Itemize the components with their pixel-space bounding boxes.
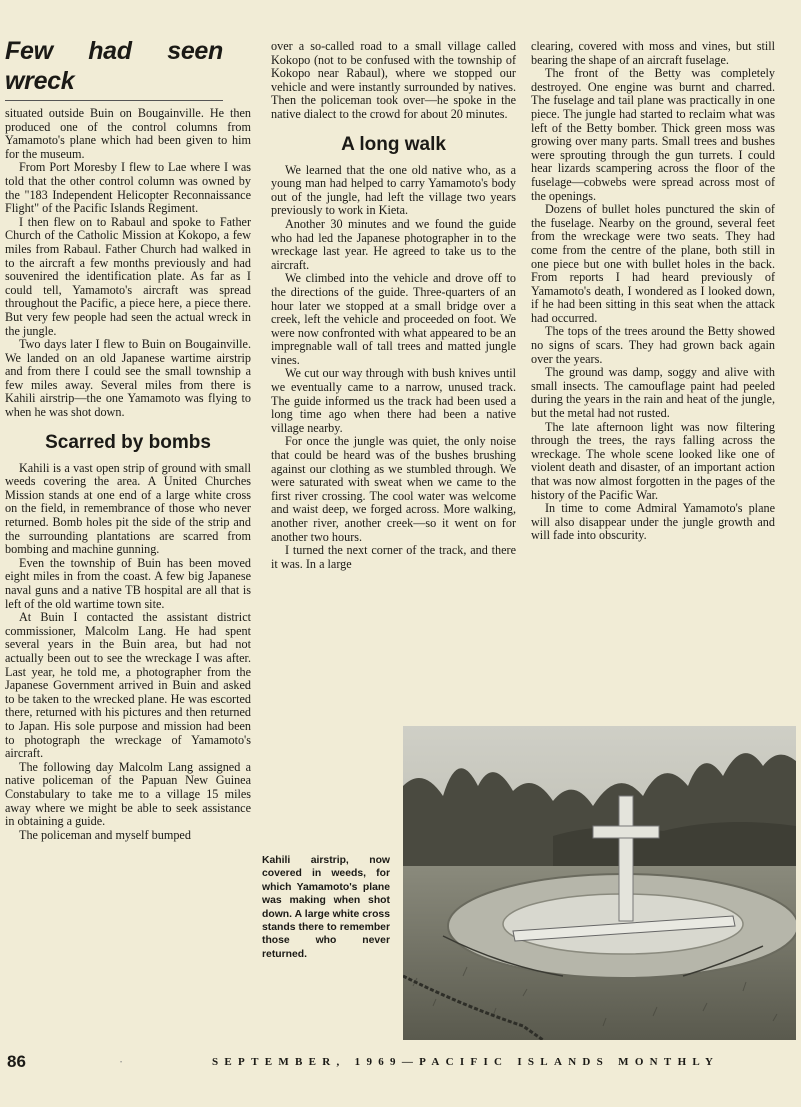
paragraph: At Buin I contacted the assistant district commissioner, Malcolm Lang. He had spent several years in the Buin area, but had not actually been out to see the wreckage I was after. Last year, he told me, a photographer from the Japanese Government arrived in Buin and asked to be taken to the wrecked plane. He was escorted there, returned with his pictures and then returned to Japan. His sole purpose and mission had been to photograph the wreckage of Yamamoto's aircraft. (5, 610, 251, 761)
paragraph: Dozens of bullet holes punctured the skin of the fuselage. Nearby on the ground, several feet from the wreckage were two seats. They had come from the centre of the plane, both still in one piece but one with bullet holes in the back. From reports I had heard previously of Yamamoto's death, I wondered as I looked down, if he had been sitting in this seat when the attack had occurred. (531, 202, 775, 325)
paragraph: The following day Malcolm Lang assigned a native policeman of the Papuan New Guinea Constabulary to take me to a village 15 miles away where we might be able to seek assistance in obtaining a guide. (5, 759, 251, 829)
photograph-memorial-cross-icon (403, 726, 796, 1040)
paragraph: For once the jungle was quiet, the only noise that could be heard was of the bushes brushing against our clothing as we stumbled through. We were saturated with sweat when we came to the first river crossing. The cool water was welcome and waist deep, we forged across. More walking, another river, another creek—so it went on for another two hours. (271, 434, 516, 544)
subheading: A long walk (341, 133, 446, 155)
paragraph: The policeman and myself bumped (19, 827, 191, 842)
article-column-1 (5, 36, 251, 842)
subheading: Scarred by bombs (45, 431, 211, 453)
paragraph: The late afternoon light was now filtering through the trees, the rays falling across the wreckage. The whole scene looked like one of violent death and disaster, of an important action that was now almost forgotten in the pages of the history of the Pacific War. (531, 419, 775, 502)
photo-block (262, 726, 798, 1040)
paragraph: The front of the Betty was completely destroyed. One engine was burnt and charred. The fuselage and tail plane was practically in one piece. The jungle had started to reclaim what was left of the Betty bomber. Thick green moss was growing over many parts. Small trees and bushes were sprouting through the gun turrets. I could hear lizards scampering across the floor of the fuselage—cobwebs were spread across most of the openings. (531, 66, 775, 203)
page-number: 86 (7, 1052, 26, 1071)
issue-line: SEPTEMBER, 1969—PACIFIC ISLANDS MONTHLY (212, 1056, 720, 1068)
paragraph: We cut our way through with bush knives until we eventually came to a narrow, unused track. The guide informed us the track had been used a long time ago when there had been a native village nearby. (271, 366, 516, 435)
paragraph: I turned the next corner of the track, and there it was. In a large (271, 543, 516, 571)
paragraph: The ground was damp, soggy and alive with small insects. The camouflage paint had peeled during the years in the rain and heat of the jungle, but the metal had not rusted. (531, 365, 775, 421)
photo-caption: Kahili airstrip, now covered in weeds, for which Yamamoto's plane was making when shot down. A large white cross stands there to remember those who never returned. (262, 855, 390, 960)
paragraph: In time to come Admiral Yamamoto's plane will also disappear under the jungle growth and will fade into obscurity. (531, 501, 775, 543)
paragraph: The tops of the trees around the Betty showed no signs of scars. They had grown back again over the years. (531, 324, 775, 366)
page-footer (0, 1050, 801, 1080)
paragraph: Two days later I flew to Buin on Bougainville. We landed on an old Japanese wartime airstrip and from there I could see the small township a few miles away. Several miles from there is Kahili airstrip—the one Yamamoto was flying to when he was shot down. (5, 337, 251, 420)
paragraph: Kahili is a vast open strip of ground with small weeds covering the area. A United Churches Mission stands at one end of a large white cross on the field, in remembrance of those who never returned. Bomb holes pit the side of the strip and the surrounding plantations are scarred from bombing and machine gunning. (5, 460, 251, 557)
footer-dot: • (120, 1060, 123, 1066)
paragraph: From Port Moresby I flew to Lae where I was told that the other control column was owned by the "183 Independent Helicopter Reconnaissance Flight" of the Pacific Islands Regiment. (5, 160, 251, 216)
paragraph: over a so-called road to a small village called Kokopo (not to be confused with the township of Kokopo near Rabaul), where we stopped our vehicle and were instantly surrounded by natives. Then the policeman took over—he spoke in the native dialect to the crowd for about 20 minutes. (271, 39, 516, 121)
paragraph: Even the township of Buin has been moved eight miles in from the coast. A few big Japanese naval guns and a native TB hospital are all that is left of the old wartime town site. (5, 555, 251, 611)
paragraph: clearing, covered with moss and vines, but still bearing the shape of an aircraft fuselage. (531, 39, 775, 67)
article-column-2 (271, 40, 516, 571)
paragraph: We climbed into the vehicle and drove off to the directions of the guide. Three-quarters of an hour later we stopped at a small bridge over a creek, left the vehicle and proceeded on foot. We were now confronted with what appeared to be an impregnable wall of tall trees and matted jungle vines. (271, 271, 516, 367)
paragraph: Another 30 minutes and we found the guide who had led the Japanese photographer in to the wreckage last year. He agreed to take us to the aircraft. (271, 216, 516, 272)
article-column-3 (531, 40, 775, 543)
paragraph: I then flew on to Rabaul and spoke to Father Church of the Catholic Mission at Kokopo, a few miles from Rabaul. Father Church had walked in to the aircraft a few months previously and had souvenired the identification plate. As far as I could tell, Yamamoto's aircraft was spread throughout the Pacific, a piece here, a piece there. But very few people had seen the actual wreck in the jungle. (5, 214, 251, 338)
paragraph: situated outside Buin on Bougainville. He then produced one of the control columns from Yamamoto's plane which had been given to him for the museum. (5, 106, 251, 161)
paragraph: We learned that the one old native who, as a young man had helped to carry Yamamoto's body out of the jungle, had left the village two years previously to work in Kieta. (271, 162, 516, 218)
article-headline: Few had seen wreck (5, 36, 223, 101)
